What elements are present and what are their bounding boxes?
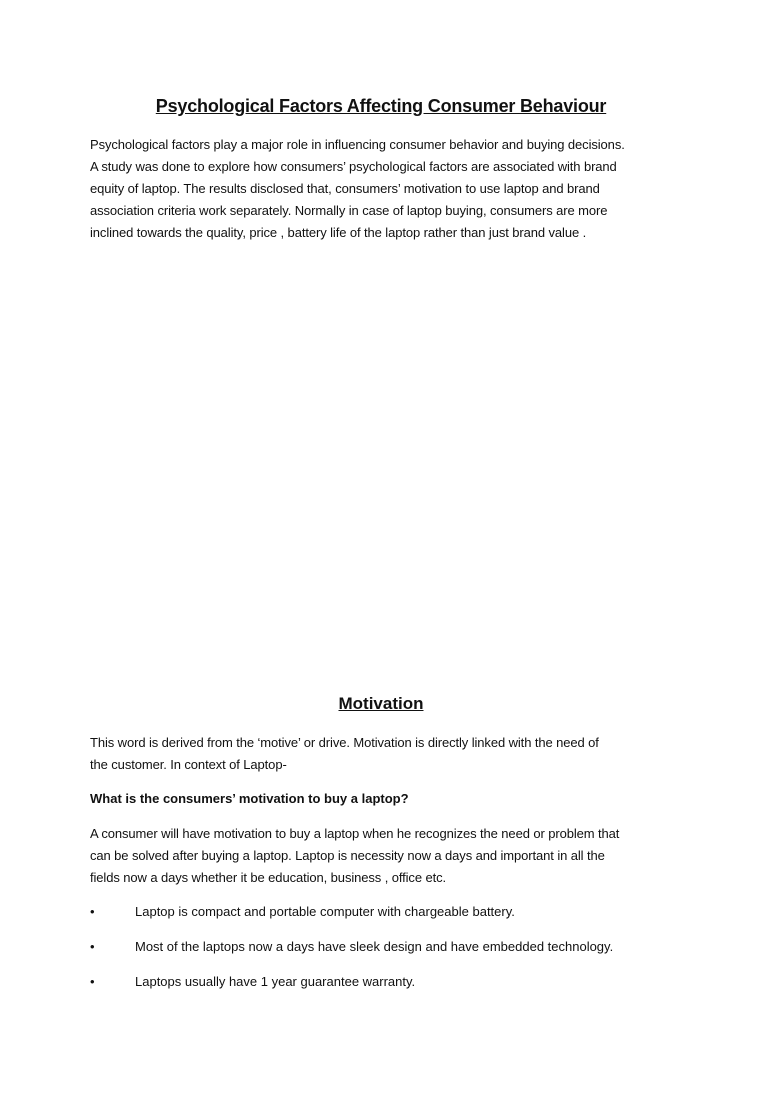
definition-line: the customer. In context of Laptop- xyxy=(90,757,287,772)
motivation-section xyxy=(90,732,678,1006)
list-item xyxy=(90,936,678,958)
document-page xyxy=(0,94,768,1118)
intro-line: Psychological factors play a major role in influencing consumer behavior and buying decisions. xyxy=(90,137,625,152)
bullet-icon: • xyxy=(90,939,95,954)
answer-line: can be solved after buying a laptop. Laptop is necessity now a days and important in all the xyxy=(90,848,605,863)
answer-paragraph xyxy=(90,823,678,889)
answer-line: A consumer will have motivation to buy a laptop when he recognizes the need or problem that xyxy=(90,826,620,841)
bullet-text: Most of the laptops now a days have sleek design and have embedded technology. xyxy=(135,939,614,954)
list-item xyxy=(90,971,678,993)
document-title: Psychological Factors Affecting Consumer Behaviour xyxy=(155,96,607,116)
intro-line: A study was done to explore how consumers’ psychological factors are associated with brand xyxy=(90,159,617,174)
intro-line: inclined towards the quality, price , battery life of the laptop rather than just brand value . xyxy=(90,225,587,240)
bullet-icon: • xyxy=(90,904,95,919)
intro-line: equity of laptop. The results disclosed that, consumers’ motivation to use laptop and brand xyxy=(90,181,600,196)
intro-line: association criteria work separately. Normally in case of laptop buying, consumers are more xyxy=(90,203,608,218)
list-item xyxy=(90,901,678,923)
question-heading: What is the consumers’ motivation to buy a laptop? xyxy=(90,791,409,806)
section-heading-motivation: Motivation xyxy=(338,694,424,713)
bullet-list xyxy=(90,901,678,993)
bullet-icon: • xyxy=(90,974,95,989)
definition-paragraph xyxy=(90,732,678,776)
bullet-text: Laptop is compact and portable computer with chargeable battery. xyxy=(135,904,515,919)
intro-paragraph xyxy=(90,134,672,244)
bullet-text: Laptops usually have 1 year guarantee warranty. xyxy=(135,974,416,989)
definition-line: This word is derived from the ‘motive’ or drive. Motivation is directly linked with the need of xyxy=(90,735,599,750)
answer-line: fields now a days whether it be education, business , office etc. xyxy=(90,870,447,885)
